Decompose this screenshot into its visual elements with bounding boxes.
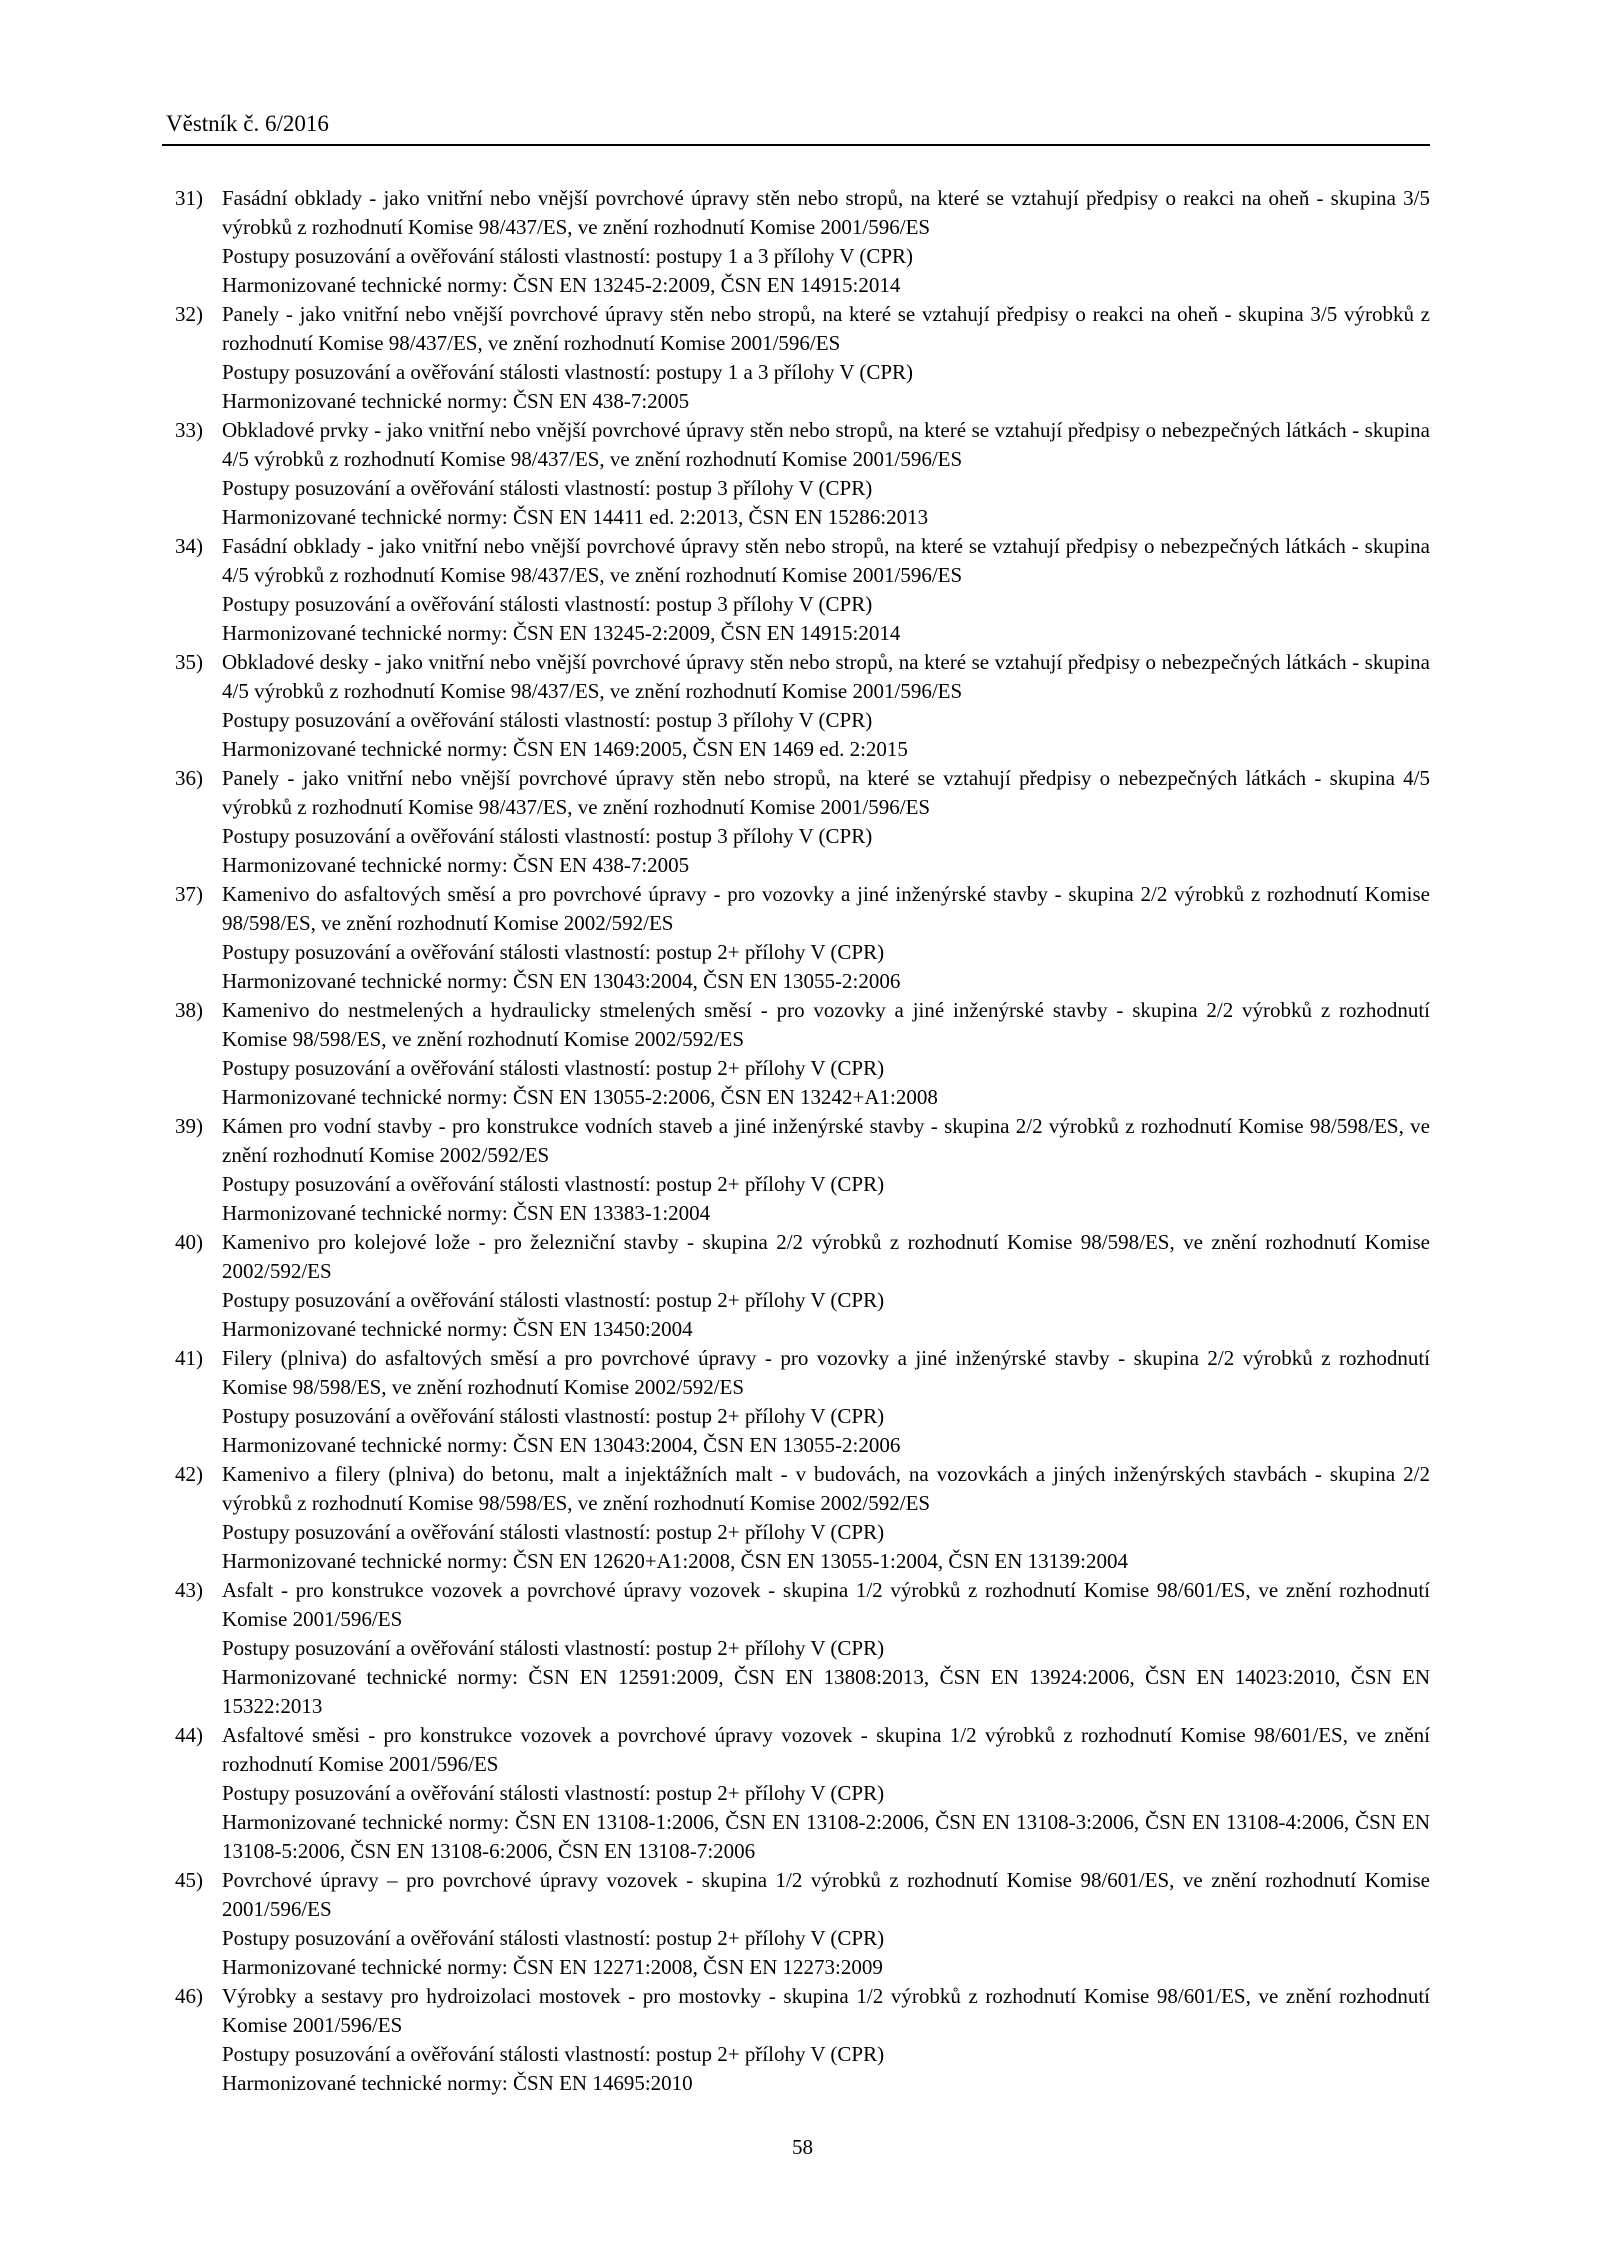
item-number: 45) <box>175 1868 203 1892</box>
item-description: Povrchové úpravy – pro povrchové úpravy vozovek - skupina 1/2 výrobků z rozhodnutí Komise 98/601/ES, ve znění rozhodnutí Komise 2001/596/ES <box>222 1868 1430 1921</box>
item-body <box>222 1344 1430 1460</box>
item-standards: Harmonizované technické normy: ČSN EN 13043:2004, ČSN EN 13055-2:2006 <box>222 1433 901 1457</box>
list-item <box>175 184 1430 300</box>
item-standards: Harmonizované technické normy: ČSN EN 14695:2010 <box>222 2071 693 2095</box>
list-item <box>175 1866 1430 1982</box>
item-description: Obkladové prvky - jako vnitřní nebo vnější povrchové úpravy stěn nebo stropů, na které se vztahují předpisy o nebezpečných látkách - skupina 4/5 výrobků z rozhodnutí Komise 98/437/ES, ve znění rozhodnutí Komise 2001/596/ES <box>222 418 1430 471</box>
item-procedures: Postupy posuzování a ověřování stálosti vlastností: postupy 1 a 3 přílohy V (CPR) <box>222 244 914 268</box>
item-procedures: Postupy posuzování a ověřování stálosti vlastností: postup 2+ přílohy V (CPR) <box>222 1172 885 1196</box>
item-procedures: Postupy posuzování a ověřování stálosti vlastností: postup 2+ přílohy V (CPR) <box>222 1404 885 1428</box>
item-description: Kamenivo a filery (plniva) do betonu, malt a injektážních malt - v budovách, na vozovkách a jiných inženýrských stavbách - skupina 2/2 výrobků z rozhodnutí Komise 98/598/ES, ve znění rozhodnutí Komise 2002/592/ES <box>222 1462 1430 1515</box>
page-footer <box>175 2133 1430 2162</box>
item-standards: Harmonizované technické normy: ČSN EN 12271:2008, ČSN EN 12273:2009 <box>222 1955 883 1979</box>
item-number: 46) <box>175 1984 203 2008</box>
item-number: 42) <box>175 1462 203 1486</box>
list-item <box>175 1460 1430 1576</box>
item-body <box>222 416 1430 532</box>
item-standards: Harmonizované technické normy: ČSN EN 438-7:2005 <box>222 389 690 413</box>
list-item <box>175 1576 1430 1721</box>
item-body <box>222 764 1430 880</box>
item-body <box>222 300 1430 416</box>
item-standards: Harmonizované technické normy: ČSN EN 13383-1:2004 <box>222 1201 711 1225</box>
item-standards: Harmonizované technické normy: ČSN EN 13055-2:2006, ČSN EN 13242+A1:2008 <box>222 1085 938 1109</box>
item-description: Panely - jako vnitřní nebo vnější povrchové úpravy stěn nebo stropů, na které se vztahují předpisy o reakci na oheň - skupina 3/5 výrobků z rozhodnutí Komise 98/437/ES, ve znění rozhodnutí Komise 2001/596/ES <box>222 302 1430 355</box>
item-body <box>222 1228 1430 1344</box>
item-number: 35) <box>175 650 203 674</box>
item-procedures: Postupy posuzování a ověřování stálosti vlastností: postup 3 přílohy V (CPR) <box>222 476 873 500</box>
list-item <box>175 1112 1430 1228</box>
item-standards: Harmonizované technické normy: ČSN EN 13245-2:2009, ČSN EN 14915:2014 <box>222 273 901 297</box>
item-number: 34) <box>175 534 203 558</box>
item-standards: Harmonizované technické normy: ČSN EN 13450:2004 <box>222 1317 693 1341</box>
item-number: 44) <box>175 1723 203 1747</box>
item-number: 39) <box>175 1114 203 1138</box>
item-number: 43) <box>175 1578 203 1602</box>
item-standards: Harmonizované technické normy: ČSN EN 13245-2:2009, ČSN EN 14915:2014 <box>222 621 901 645</box>
item-number: 38) <box>175 998 203 1022</box>
list-item <box>175 880 1430 996</box>
list-item <box>175 300 1430 416</box>
item-body <box>222 184 1430 300</box>
item-standards: Harmonizované technické normy: ČSN EN 1469:2005, ČSN EN 1469 ed. 2:2015 <box>222 737 908 761</box>
item-description: Kamenivo do asfaltových směsí a pro povrchové úpravy - pro vozovky a jiné inženýrské stavby - skupina 2/2 výrobků z rozhodnutí Komise 98/598/ES, ve znění rozhodnutí Komise 2002/592/ES <box>222 882 1430 935</box>
item-body <box>222 1982 1430 2098</box>
item-procedures: Postupy posuzování a ověřování stálosti vlastností: postup 3 přílohy V (CPR) <box>222 824 873 848</box>
item-description: Výrobky a sestavy pro hydroizolaci mostovek - pro mostovky - skupina 1/2 výrobků z rozhodnutí Komise 98/601/ES, ve znění rozhodnutí Komise 2001/596/ES <box>222 1984 1430 2037</box>
item-standards: Harmonizované technické normy: ČSN EN 14411 ed. 2:2013, ČSN EN 15286:2013 <box>222 505 929 529</box>
item-procedures: Postupy posuzování a ověřování stálosti vlastností: postup 2+ přílohy V (CPR) <box>222 2042 885 2066</box>
item-description: Kamenivo do nestmelených a hydraulicky stmelených směsí - pro vozovky a jiné inženýrské stavby - skupina 2/2 výrobků z rozhodnutí Komise 98/598/ES, ve znění rozhodnutí Komise 2002/592/ES <box>222 998 1430 1051</box>
item-number: 40) <box>175 1230 203 1254</box>
item-number: 41) <box>175 1346 203 1370</box>
item-body <box>222 1576 1430 1721</box>
list-item <box>175 1982 1430 2098</box>
item-body <box>222 648 1430 764</box>
item-procedures: Postupy posuzování a ověřování stálosti vlastností: postupy 1 a 3 přílohy V (CPR) <box>222 360 914 384</box>
item-number: 33) <box>175 418 203 442</box>
item-procedures: Postupy posuzování a ověřování stálosti vlastností: postup 3 přílohy V (CPR) <box>222 708 873 732</box>
item-procedures: Postupy posuzování a ověřování stálosti vlastností: postup 2+ přílohy V (CPR) <box>222 940 885 964</box>
item-number: 31) <box>175 186 203 210</box>
item-body <box>222 1721 1430 1866</box>
item-description: Obkladové desky - jako vnitřní nebo vnější povrchové úpravy stěn nebo stropů, na které se vztahují předpisy o nebezpečných látkách - skupina 4/5 výrobků z rozhodnutí Komise 98/437/ES, ve znění rozhodnutí Komise 2001/596/ES <box>222 650 1430 703</box>
item-body <box>222 996 1430 1112</box>
item-standards: Harmonizované technické normy: ČSN EN 438-7:2005 <box>222 853 690 877</box>
list-item <box>175 648 1430 764</box>
item-procedures: Postupy posuzování a ověřování stálosti vlastností: postup 2+ přílohy V (CPR) <box>222 1520 885 1544</box>
item-number: 32) <box>175 302 203 326</box>
item-description: Asfalt - pro konstrukce vozovek a povrchové úpravy vozovek - skupina 1/2 výrobků z rozhodnutí Komise 98/601/ES, ve znění rozhodnutí Komise 2001/596/ES <box>222 1578 1430 1631</box>
list-item <box>175 1228 1430 1344</box>
list-item <box>175 532 1430 648</box>
page-header <box>162 110 1430 146</box>
item-description: Kámen pro vodní stavby - pro konstrukce vodních staveb a jiné inženýrské stavby - skupina 2/2 výrobků z rozhodnutí Komise 98/598/ES, ve znění rozhodnutí Komise 2002/592/ES <box>222 1114 1430 1167</box>
item-standards: Harmonizované technické normy: ČSN EN 12591:2009, ČSN EN 13808:2013, ČSN EN 13924:2006, ČSN EN 14023:2010, ČSN EN 15322:2013 <box>222 1665 1430 1718</box>
item-procedures: Postupy posuzování a ověřování stálosti vlastností: postup 2+ přílohy V (CPR) <box>222 1781 885 1805</box>
item-standards: Harmonizované technické normy: ČSN EN 12620+A1:2008, ČSN EN 13055-1:2004, ČSN EN 13139:2004 <box>222 1549 1129 1573</box>
item-body <box>222 1112 1430 1228</box>
item-description: Panely - jako vnitřní nebo vnější povrchové úpravy stěn nebo stropů, na které se vztahují předpisy o nebezpečných látkách - skupina 4/5 výrobků z rozhodnutí Komise 98/437/ES, ve znění rozhodnutí Komise 2001/596/ES <box>222 766 1430 819</box>
item-description: Fasádní obklady - jako vnitřní nebo vnější povrchové úpravy stěn nebo stropů, na které se vztahují předpisy o nebezpečných látkách - skupina 4/5 výrobků z rozhodnutí Komise 98/437/ES, ve znění rozhodnutí Komise 2001/596/ES <box>222 534 1430 587</box>
item-body <box>222 1460 1430 1576</box>
item-description: Asfaltové směsi - pro konstrukce vozovek a povrchové úpravy vozovek - skupina 1/2 výrobků z rozhodnutí Komise 98/601/ES, ve znění rozhodnutí Komise 2001/596/ES <box>222 1723 1430 1776</box>
item-description: Filery (plniva) do asfaltových směsí a pro povrchové úpravy - pro vozovky a jiné inženýrské stavby - skupina 2/2 výrobků z rozhodnutí Komise 98/598/ES, ve znění rozhodnutí Komise 2002/592/ES <box>222 1346 1430 1399</box>
item-body <box>222 1866 1430 1982</box>
item-standards: Harmonizované technické normy: ČSN EN 13043:2004, ČSN EN 13055-2:2006 <box>222 969 901 993</box>
item-procedures: Postupy posuzování a ověřování stálosti vlastností: postup 2+ přílohy V (CPR) <box>222 1056 885 1080</box>
item-description: Kamenivo pro kolejové lože - pro železniční stavby - skupina 2/2 výrobků z rozhodnutí Komise 98/598/ES, ve znění rozhodnutí Komise 2002/592/ES <box>222 1230 1430 1283</box>
item-procedures: Postupy posuzování a ověřování stálosti vlastností: postup 2+ přílohy V (CPR) <box>222 1288 885 1312</box>
list-item <box>175 1721 1430 1866</box>
list-item <box>175 1344 1430 1460</box>
item-procedures: Postupy posuzování a ověřování stálosti vlastností: postup 2+ přílohy V (CPR) <box>222 1926 885 1950</box>
item-standards: Harmonizované technické normy: ČSN EN 13108-1:2006, ČSN EN 13108-2:2006, ČSN EN 13108-3:2006, ČSN EN 13108-4:2006, ČSN EN 13108-5:2006, ČSN EN 13108-6:2006, ČSN EN 13108-7:2006 <box>222 1810 1430 1863</box>
item-number: 36) <box>175 766 203 790</box>
item-procedures: Postupy posuzování a ověřování stálosti vlastností: postup 3 přílohy V (CPR) <box>222 592 873 616</box>
item-description: Fasádní obklady - jako vnitřní nebo vnější povrchové úpravy stěn nebo stropů, na které se vztahují předpisy o reakci na oheň - skupina 3/5 výrobků z rozhodnutí Komise 98/437/ES, ve znění rozhodnutí Komise 2001/596/ES <box>222 186 1430 239</box>
item-procedures: Postupy posuzování a ověřování stálosti vlastností: postup 2+ přílohy V (CPR) <box>222 1636 885 1660</box>
items-list <box>175 184 1430 2098</box>
list-item <box>175 416 1430 532</box>
item-body <box>222 532 1430 648</box>
item-number: 37) <box>175 882 203 906</box>
page-number: 58 <box>792 2135 813 2159</box>
list-item <box>175 764 1430 880</box>
item-body <box>222 880 1430 996</box>
list-item <box>175 996 1430 1112</box>
journal-title: Věstník č. 6/2016 <box>162 110 1430 146</box>
